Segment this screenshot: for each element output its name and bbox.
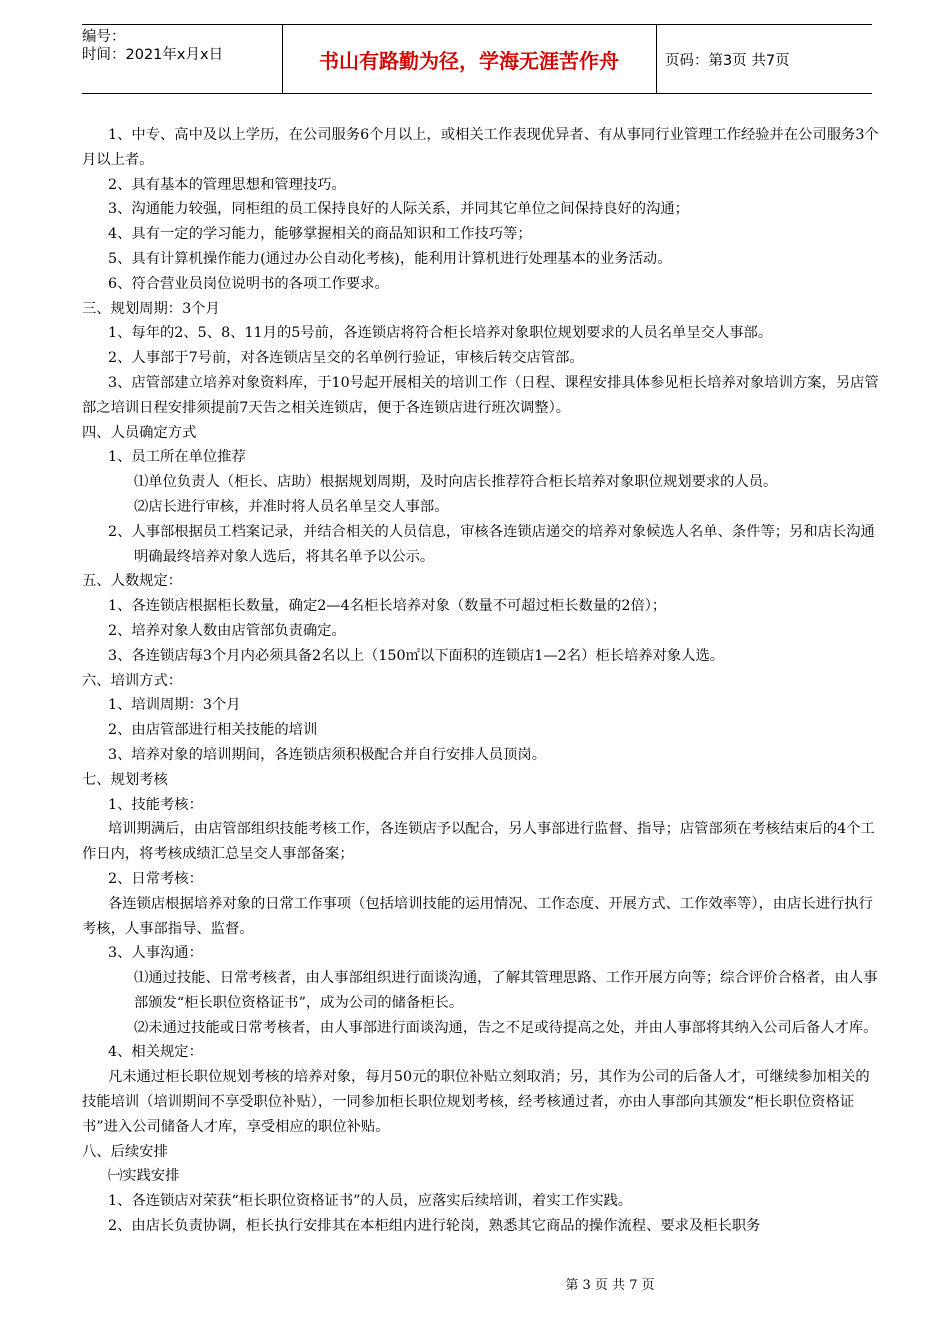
paragraph: 3、培养对象的培训期间，各连锁店须积极配合并自行安排人员顶岗。 [108,746,546,763]
paragraph: 各连锁店根据培养对象的日常工作事项（包括培训技能的运用情况、工作态度、开展方式、工作效率等），由店长进行执行考核，人事部指导、监督。 [82,895,873,937]
paragraph: 六、培训方式： [82,672,183,689]
paragraph: 1、技能考核： [108,796,203,813]
paragraph: ⑵店长进行审核，并准时将人员名单呈交人事部。 [134,498,449,515]
paragraph: 3、各连锁店每3个月内必须具备2名以上（150㎡以下面积的连锁店1—2名）柜长培养对象人选。 [108,647,725,664]
paragraph: 七、规划考核 [82,771,168,788]
paragraph: ⑵未通过技能或日常考核者，由人事部进行面谈沟通，告之不足或待提高之处，并由人事部将其纳入公司后备人才库。 [134,1019,878,1036]
paragraph: 6、符合营业员岗位说明书的各项工作要求。 [108,275,389,292]
header-page-info: 页码：第3页 共7页 [665,52,790,69]
paragraph: 3、店管部建立培养对象资料库，于10号起开展相关的培训工作（日程、课程安排具体参见柜长培养对象培训方案，另店管部之培训日程安排须提前7天告之相关连锁店，便于各连锁店进行班次调整）。 [82,374,879,416]
paragraph: 5、具有计算机操作能力(通过办公自动化考核)，能利用计算机进行处理基本的业务活动。 [108,250,672,267]
paragraph: 2、人事部于7号前，对各连锁店呈交的名单例行验证，审核后转交店管部。 [108,350,584,367]
header-divider-right [656,24,657,94]
paragraph: 培训期满后，由店管部组织技能考核工作，各连锁店予以配合，另人事部进行监督、指导；店管部须在考核结束后的4个工作日内，将考核成绩汇总呈交人事部备案； [82,821,875,863]
document-body [82,123,882,1239]
paragraph: 1、各连锁店根据柜长数量，确定2—4名柜长培养对象（数量不可超过柜长数量的2倍）； [108,598,667,615]
paragraph: 2、具有基本的管理思想和管理技巧。 [108,176,346,193]
paragraph: 五、人数规定： [82,573,183,590]
paragraph: 2、人事部根据员工档案记录，并结合相关的人员信息，审核各连锁店递交的培养对象候选人名单、条件等；另和店长沟通明确最终培养对象人选后，将其名单予以公示。 [108,523,875,565]
page-header [82,24,872,94]
paragraph: 4、具有一定的学习能力，能够掌握相关的商品知识和工作技巧等； [108,226,532,243]
header-meta [82,28,282,64]
document-time-label: 时间：2021年x月x日 [82,47,224,63]
paragraph: 凡未通过柜长职位规划考核的培养对象，每月50元的职位补贴立刻取消；另，其作为公司的后备人才，可继续参加相关的技能培训（培训期间不享受职位补贴），一同参加柜长职位规划考核，经考核通过者，亦由人事部向其颁发“柜长职位资格证书”进入公司储备人才库，享受相应的职位补贴。 [82,1069,870,1135]
paragraph: ⑴单位负责人（柜长、店助）根据规划周期，及时向店长推荐符合柜长培养对象职位规划要求的人员。 [134,474,778,491]
paragraph: 1、培训周期：3个月 [108,697,241,714]
paragraph: ⑴通过技能、日常考核者，由人事部组织进行面谈沟通，了解其管理思路、工作开展方向等；综合评价合格者，由人事部颁发“柜长职位资格证书”，成为公司的储备柜长。 [134,970,878,1011]
paragraph: 1、各连锁店对荣获“柜长职位资格证书”的人员，应落实后续培训，着实工作实践。 [108,1193,633,1210]
paragraph: 1、员工所在单位推荐 [108,449,246,466]
paragraph: 2、由店长负责协调，柜长执行安排其在本柜组内进行轮岗，熟悉其它商品的操作流程、要求及柜长职务 [108,1218,761,1235]
paragraph: 2、培养对象人数由店管部负责确定。 [108,622,346,639]
paragraph: 三、规划周期：3个月 [82,300,220,317]
paragraph: 3、人事沟通： [108,945,203,962]
paragraph: 2、由店管部进行相关技能的培训 [108,722,318,739]
paragraph: ㈠实践安排 [108,1168,180,1185]
paragraph: 2、日常考核： [108,870,203,887]
paragraph: 4、相关规定： [108,1044,203,1061]
header-motto: 书山有路勤为径，学海无涯苦作舟 [319,48,619,73]
paragraph: 1、每年的2、5、8、11月的5号前，各连锁店将符合柜长培养对象职位规划要求的人员名单呈交人事部。 [108,325,773,342]
paragraph: 八、后续安排 [82,1143,168,1160]
paragraph: 四、人员确定方式 [82,424,197,441]
document-number-label: 编号： [82,29,126,45]
page-footer: 第 3 页 共 7 页 [565,1278,655,1293]
paragraph: 3、沟通能力较强，同柜组的员工保持良好的人际关系，并同其它单位之间保持良好的沟通； [108,201,689,218]
paragraph: 1、中专、高中及以上学历，在公司服务6个月以上，或相关工作表现优异者、有从事同行业管理工作经验并在公司服务3个月以上者。 [82,127,879,168]
